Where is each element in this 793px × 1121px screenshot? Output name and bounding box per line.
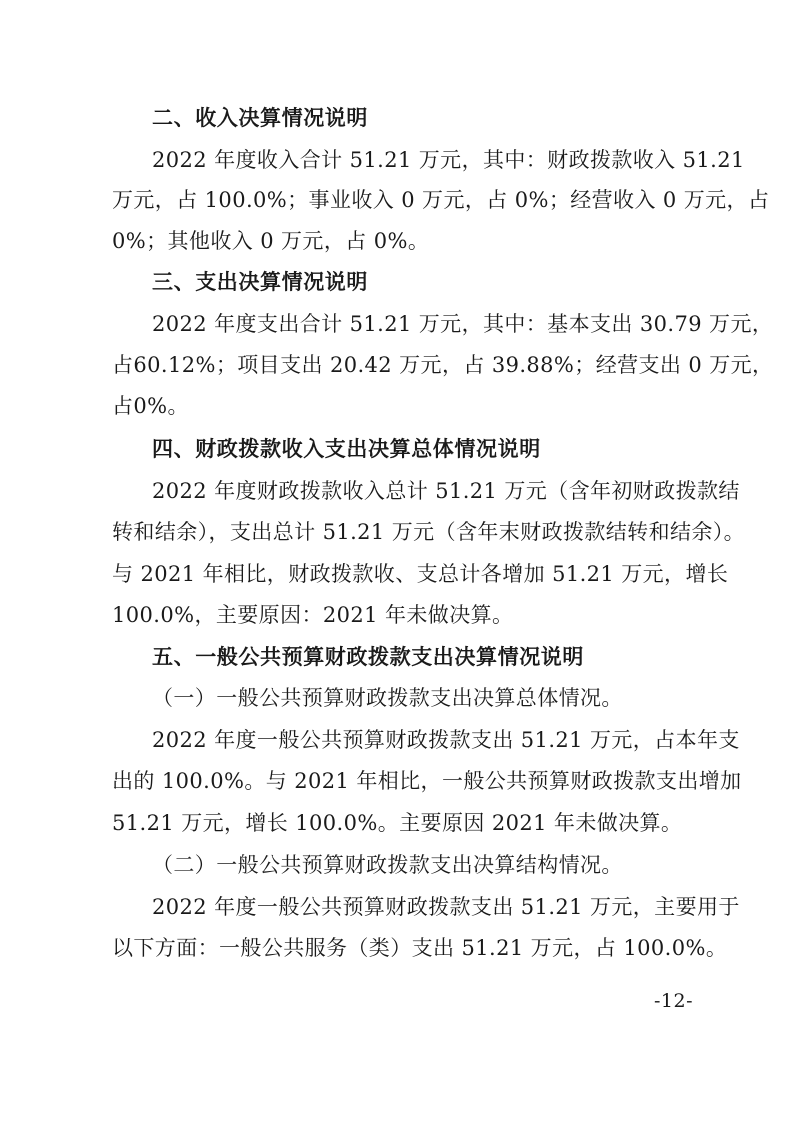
paragraph-line: 万元，占 100.0%；事业收入 0 万元，占 0%；经营收入 0 万元，占 bbox=[112, 188, 770, 212]
paragraph-line: 51.21 万元，增长 100.0%。主要原因 2021 年未做决算。 bbox=[112, 811, 683, 835]
paragraph-line: 占60.12%；项目支出 20.42 万元，占 39.88%；经营支出 0 万元， bbox=[112, 353, 774, 377]
paragraph-line: 100.0%，主要原因：2021 年未做决算。 bbox=[112, 603, 514, 627]
paragraph-line: 2022 年度一般公共预算财政拨款支出 51.21 万元，主要用于 bbox=[152, 895, 740, 919]
section-heading-income: 二、收入决算情况说明 bbox=[152, 106, 368, 130]
section-heading-fiscal-allocation: 四、财政拨款收入支出决算总体情况说明 bbox=[152, 437, 541, 461]
paragraph-line: 出的 100.0%。与 2021 年相比，一般公共预算财政拨款支出增加 bbox=[112, 769, 742, 793]
paragraph-line: 2022 年度一般公共预算财政拨款支出 51.21 万元，占本年支 bbox=[152, 728, 740, 752]
paragraph-line: 0%；其他收入 0 万元，占 0%。 bbox=[112, 229, 430, 253]
page-number: -12- bbox=[653, 990, 693, 1012]
paragraph-line: 2022 年度财政拨款收入总计 51.21 万元（含年初财政拨款结 bbox=[152, 479, 740, 503]
paragraph-line: 转和结余），支出总计 51.21 万元（含年末财政拨款结转和结余）。 bbox=[112, 520, 746, 544]
section-heading-general-budget: 五、一般公共预算财政拨款支出决算情况说明 bbox=[152, 645, 584, 669]
section-heading-expenditure: 三、支出决算情况说明 bbox=[152, 270, 368, 294]
subsection-heading-overall: （一）一般公共预算财政拨款支出决算总体情况。 bbox=[152, 686, 623, 710]
paragraph-line: 2022 年度支出合计 51.21 万元，其中：基本支出 30.79 万元， bbox=[152, 312, 774, 336]
paragraph-line: 占0%。 bbox=[112, 394, 189, 418]
paragraph-line: 与 2021 年相比，财政拨款收、支总计各增加 51.21 万元，增长 bbox=[112, 562, 729, 586]
subsection-heading-structure: （二）一般公共预算财政拨款支出决算结构情况。 bbox=[152, 853, 623, 877]
paragraph-line: 2022 年度收入合计 51.21 万元，其中：财政拨款收入 51.21 bbox=[152, 148, 745, 172]
paragraph-line: 以下方面：一般公共服务（类）支出 51.21 万元，占 100.0%。 bbox=[112, 936, 728, 960]
